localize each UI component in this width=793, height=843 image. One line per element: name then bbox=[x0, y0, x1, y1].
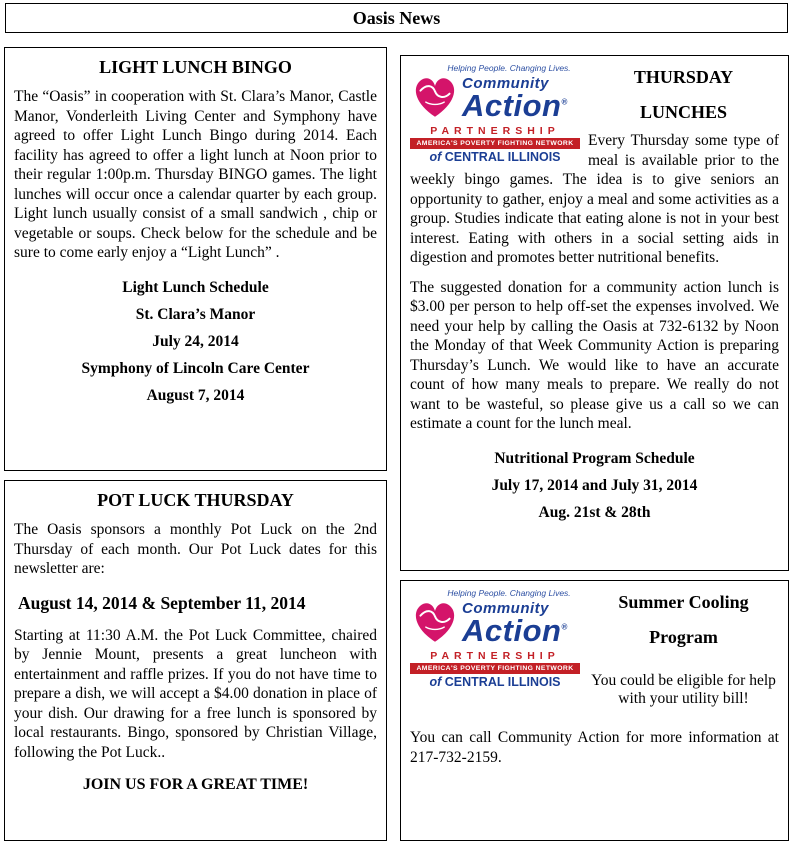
logo-word-community: Community bbox=[462, 599, 549, 617]
pot-luck-footer: JOIN US FOR A GREAT TIME! bbox=[82, 776, 309, 793]
logo-network-banner: AMERICA'S POVERTY FIGHTING NETWORK bbox=[410, 138, 580, 149]
pot-luck-title: POT LUCK THURSDAY bbox=[97, 490, 294, 510]
pot-luck-dates: August 14, 2014 & September 11, 2014 bbox=[18, 592, 306, 613]
newsletter-title-box bbox=[5, 3, 788, 33]
thursday-lunches-para2: The suggested donation for a community action lunch is $3.00 per person to help off-set the expenses involved. We need your help by calling the Oasis at 732-6132 by Noon the Monday of that Week Community Action is preparing Thursday’s Lunch. We would like to have an accurate count of how many meals to prepare. We really do not want to be wasteful, so please give us a call so we can estimate a count for the lunch meal. bbox=[410, 278, 779, 432]
pot-luck-body: Starting at 11:30 A.M. the Pot Luck Committee, chaired by Jennie Mount, presents a great luncheon with entertainment and raffle prizes. If you do not have time to prepare a dish, we will accept a $4.00 donation in place of your dish. Our drawing for a free lunch is sponsored by local restaurants. Bingo, sponsored by Christian Village, following the Pot Luck.. bbox=[14, 626, 377, 761]
newsletter-title: Oasis News bbox=[352, 7, 441, 28]
logo-region: of CENTRAL ILLINOIS bbox=[429, 150, 561, 164]
summer-cooling-body2: You can call Community Action for more information at 217-732-2159. bbox=[410, 729, 779, 766]
thursday-lunches-title-line2: LUNCHES bbox=[639, 102, 728, 122]
logo-network-banner: AMERICA'S POVERTY FIGHTING NETWORK bbox=[410, 663, 580, 674]
light-lunch-schedule-item: St. Clara’s Manor bbox=[135, 305, 256, 323]
logo-word-action: Action® bbox=[462, 87, 568, 123]
community-action-logo bbox=[410, 63, 580, 164]
thursday-lunches-title-line1: THURSDAY bbox=[633, 67, 734, 87]
light-lunch-bingo-body: The “Oasis” in cooperation with St. Clara’s Manor, Castle Manor, Vonderleith Living Center and Symphony have agreed to offer Light Lunch Bingo during 2014. Each facility has agreed to offer a light lunch at Noon prior to their regular 1:00p.m. Thursday BINGO games. The light lunches will occur once a calendar quarter by each group. Light lunch usually consist of a small sandwich , chip or vegetable or soups. Check below for the schedule and be sure to come early enjoy a “Light Lunch” . bbox=[14, 88, 377, 261]
logo-word-community: Community bbox=[462, 74, 549, 92]
light-lunch-bingo-title: LIGHT LUNCH BINGO bbox=[99, 57, 292, 77]
logo-tagline: Helping People. Changing Lives. bbox=[447, 63, 571, 73]
light-lunch-schedule-item: Symphony of Lincoln Care Center bbox=[81, 359, 310, 377]
summer-cooling-body1: You could be eligible for help with your utility bill! bbox=[591, 672, 776, 707]
community-action-heart-icon bbox=[410, 598, 460, 649]
section-thursday-lunches bbox=[400, 55, 789, 571]
summer-cooling-title-line2: Program bbox=[649, 627, 718, 647]
logo-wordmark bbox=[462, 599, 568, 648]
pot-luck-intro: The Oasis sponsors a monthly Pot Luck on the 2nd Thursday of each month. Our Pot Luck dates for this newsletter are: bbox=[14, 521, 377, 577]
section-pot-luck-thursday bbox=[4, 480, 387, 841]
logo-tagline: Helping People. Changing Lives. bbox=[447, 588, 571, 598]
registered-mark: ® bbox=[561, 97, 568, 107]
community-action-logo bbox=[410, 588, 580, 689]
summer-cooling-title-line1: Summer Cooling bbox=[618, 592, 749, 612]
light-lunch-schedule-item: July 24, 2014 bbox=[152, 332, 239, 350]
logo-partnership: PARTNERSHIP bbox=[430, 125, 560, 137]
light-lunch-schedule-title: Light Lunch Schedule bbox=[122, 278, 269, 296]
light-lunch-schedule-item: August 7, 2014 bbox=[146, 386, 245, 404]
logo-wordmark bbox=[462, 74, 568, 123]
logo-region: of CENTRAL ILLINOIS bbox=[429, 675, 561, 689]
section-light-lunch-bingo bbox=[4, 47, 387, 471]
nutritional-schedule-line: Aug. 21st & 28th bbox=[538, 503, 651, 521]
section-summer-cooling bbox=[400, 580, 789, 841]
logo-word-action: Action® bbox=[462, 612, 568, 648]
community-action-heart-icon bbox=[410, 73, 460, 124]
registered-mark: ® bbox=[561, 622, 568, 632]
logo-main-row bbox=[410, 598, 580, 649]
logo-main-row bbox=[410, 73, 580, 124]
thursday-lunches-para1: Every Thursday some type of meal is available prior to the weekly bingo games. The idea is to give seniors an opportunity to gather, enjoy a meal and some activities as a group. Studies indicate that eating alone is not in your best interest. Eating with others in a social setting aids in digestion and promotes better nutritional benefits. bbox=[410, 132, 779, 266]
nutritional-schedule-line: July 17, 2014 and July 31, 2014 bbox=[491, 476, 698, 494]
logo-partnership: PARTNERSHIP bbox=[430, 650, 560, 662]
nutritional-schedule-title: Nutritional Program Schedule bbox=[494, 449, 695, 467]
